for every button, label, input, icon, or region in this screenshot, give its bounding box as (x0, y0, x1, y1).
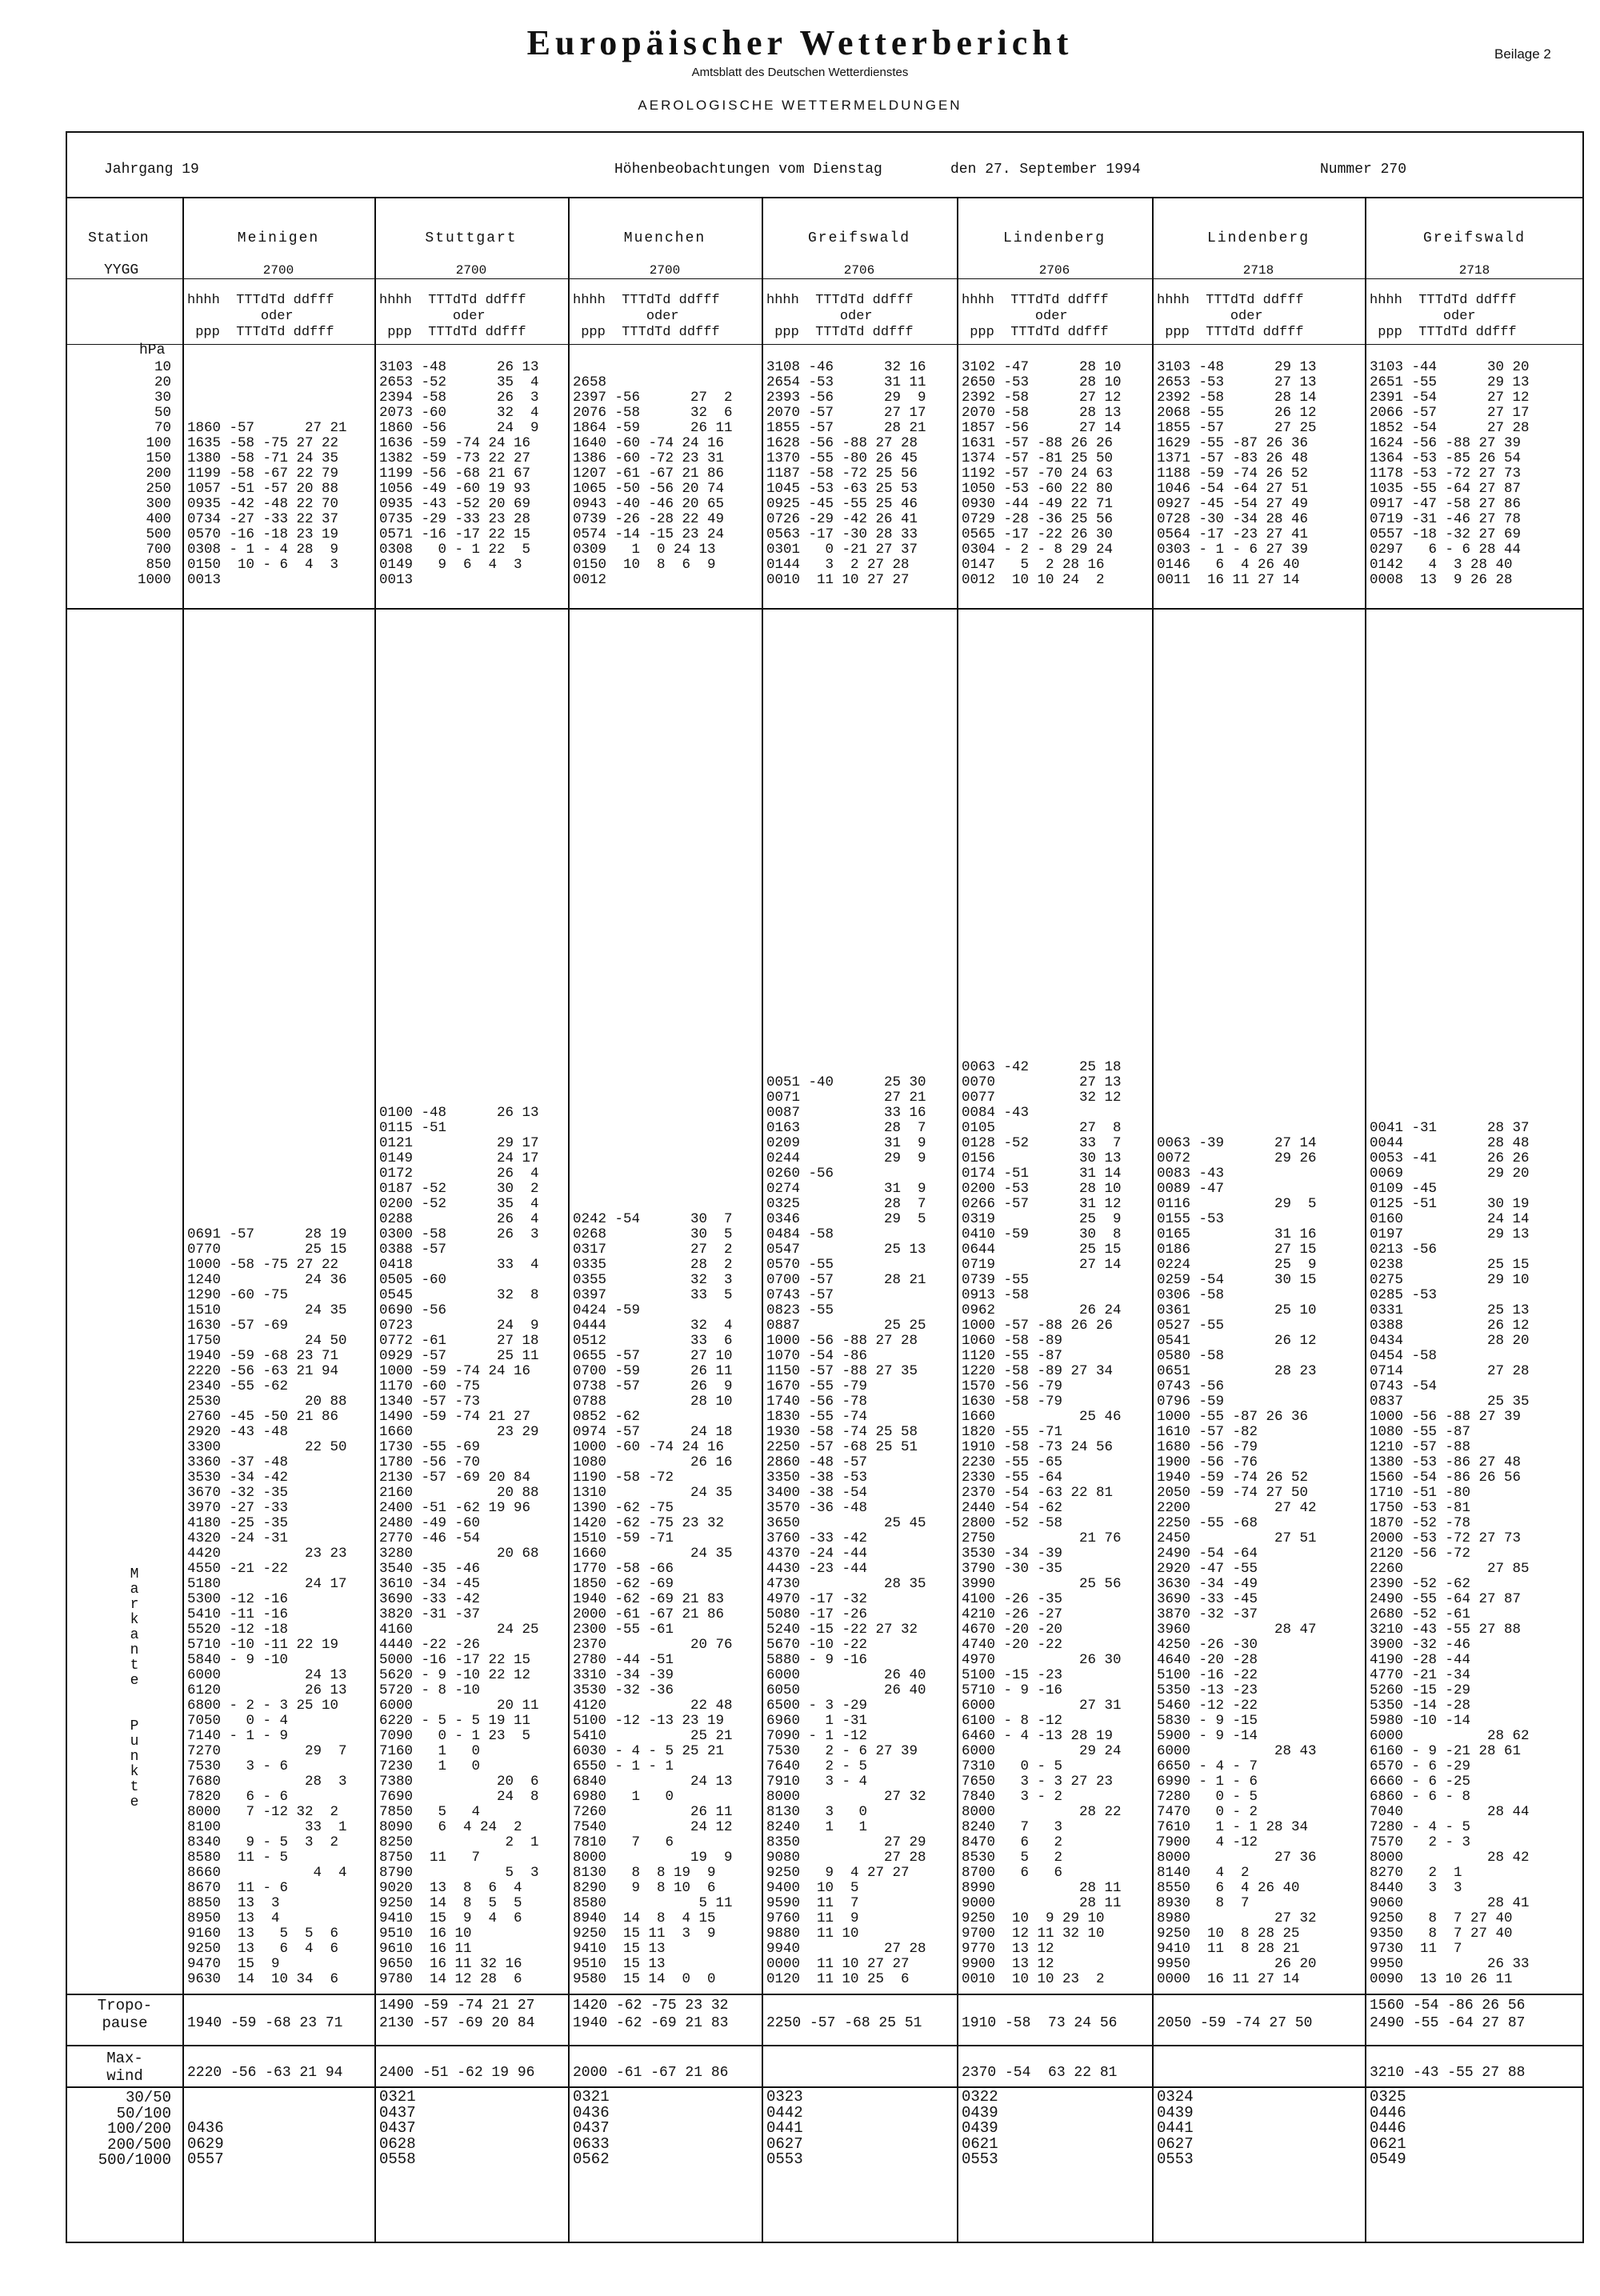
shear-values: 0321 0436 0437 0633 0562 (573, 2088, 610, 2168)
station-yygg: 2700 (649, 263, 681, 278)
punkte-letter: t (130, 1779, 139, 1795)
maxwind-values: 2400 -51 -62 19 96 (379, 2065, 535, 2081)
markante-letter: t (130, 1658, 139, 1674)
markante-letter: k (130, 1612, 139, 1628)
station-yygg: 2718 (1458, 263, 1490, 278)
report-title: Europäischer Wetterbericht (526, 23, 1074, 62)
markante-letter: a (130, 1627, 139, 1643)
column-divider (374, 197, 376, 2243)
markante-letter: r (130, 1597, 139, 1613)
column-heading: hhhh TTTdTd ddfff oder ppp TTTdTd ddfff (1157, 293, 1304, 340)
maxwind-values: 2000 -61 -67 21 86 (573, 2065, 729, 2081)
significant-points: 0051 -40 25 30 0071 27 21 0087 33 16 0163 28 7 0209 31 9 0244 29 9 0260 -56 0274 31 9 0325 28 7 0346 29 5 0484 -58 0547 25 13 0570 -55 0700 -57 28 21 0743 -57 0823 -55 0887 25 25 1000 -56 -88 27 28 1070 -54 -86 1150 -57 -88 27 35 1670 -55 -79 1740 -56 -78 1830 -55 -74 1930 -58 -74 25 58 2250 -57 -68 25 51 2860 -48 -57 3350 -38 -53 3400 -38 -54 3570 -36 -48 3650 25 45 3760 -33 -42 4370 -24 -44 4430 -23 -44 4730 28 35 4970 -17 -32 5080 -17 -26 5240 -15 -22 27 32 5670 -10 -22 5880 - 9 -16 6000 26 40 6050 26 40 6500 - 3 -29 6960 1 -31 7090 - 1 -12 7530 2 - 6 27 39 7640 2 - 5 7910 3 - 4 8000 27 32 8130 3 0 8240 1 1 8350 27 29 9080 27 28 9250 9 4 27 27 9400 10 5 9590 11 7 9760 11 9 9880 11 10 9940 27 28 0000 11 10 27 27 0120 11 10 25 6 (766, 1074, 926, 1987)
station-name: Muenchen (623, 230, 706, 246)
station-name: Lindenberg (1002, 230, 1106, 246)
tropopause-rule (67, 1994, 1584, 1995)
shear-values: 0322 0439 0439 0621 0553 (962, 2088, 998, 2168)
column-heading: hhhh TTTdTd ddfff oder ppp TTTdTd ddfff (187, 293, 334, 340)
hpa-label: hPa (139, 342, 166, 358)
standard-levels: 3103 -48 29 13 2653 -53 27 13 2392 -58 28 14 2068 -55 26 12 1855 -57 27 25 1629 -55 -87 26 36 1371 -57 -83 26 48 1188 -59 -74 26 52 1046 -54 -64 27 51 0927 -45 -54 27 49 0728 -30 -34 28 46 0564 -17 -23 27 41 0303 - 1 - 6 27 39 0146 6 4 26 40 0011 16 11 27 14 (1157, 359, 1317, 588)
shear-rule (67, 2086, 1584, 2088)
maxwind-values: 2370 -54 63 22 81 (962, 2065, 1118, 2081)
station-name: Greifswald (1422, 230, 1526, 246)
station-name: Stuttgart (425, 230, 518, 246)
significant-points: 0063 -39 27 14 0072 29 26 0083 -43 0089 -47 0116 29 5 0155 -53 0165 31 16 0186 27 15 0224 25 9 0259 -54 30 15 0306 -58 0361 25 10 0527 -55 0541 26 12 0580 -58 0651 28 23 0743 -56 0796 -59 1000 -55 -87 26 36 1610 -57 -82 1680 -56 -79 1900 -56 -76 1940 -59 -74 26 52 2050 -59 -74 27 50 2200 27 42 2250 -55 -68 2450 27 51 2490 -54 -64 2920 -47 -55 3630 -34 -49 3690 -33 -45 3870 -32 -37 3960 28 47 4250 -26 -30 4640 -20 -28 5100 -16 -22 5350 -13 -23 5460 -12 -22 5830 - 9 -15 5900 - 9 -14 6000 28 43 6650 - 4 - 7 6990 - 1 - 6 7280 0 - 5 7470 0 - 2 7610 1 - 1 28 34 7900 4 -12 8000 27 36 8140 4 2 8550 6 4 26 40 8930 8 7 8980 27 32 9250 10 8 28 25 9410 11 8 28 21 9950 26 20 0000 16 11 27 14 (1157, 1135, 1317, 1987)
shear-labels: 30/50 50/100 100/200 200/500 500/1000 (98, 2089, 171, 2169)
tropopause-values: 1940 -59 -68 23 71 (187, 2015, 343, 2031)
significant-points: 0041 -31 28 37 0044 28 48 0053 -41 26 26 0069 29 20 0109 -45 0125 -51 30 19 0160 24 14 0197 29 13 0213 -56 0238 25 15 0275 29 10 0285 -53 0331 25 13 0388 26 12 0434 28 20 0454 -58 0714 27 28 0743 -54 0837 25 35 1000 -56 -88 27 39 1080 -55 -87 1210 -57 -88 1380 -53 -86 27 48 1560 -54 -86 26 56 1710 -51 -80 1750 -53 -81 1870 -52 -78 2000 -53 -72 27 73 2120 -56 -72 2260 27 85 2390 -52 -62 2490 -55 -64 27 87 2680 -52 -61 3210 -43 -55 27 88 3900 -32 -46 4190 -28 -44 4770 -21 -34 5260 -15 -29 5350 -14 -28 5980 -10 -14 6000 28 62 6160 - 9 -21 28 61 6570 - 6 -29 6660 - 6 -25 6860 - 6 - 8 7040 28 44 7280 - 4 - 5 7570 2 - 3 8000 28 42 8270 2 1 8440 3 3 9060 28 41 9250 8 7 27 40 9350 8 7 27 40 9730 11 7 9950 26 33 0090 13 10 26 11 (1370, 1120, 1530, 1987)
column-divider (182, 197, 184, 2243)
punkte-letter: k (130, 1764, 139, 1780)
standard-levels: 3102 -47 28 10 2650 -53 28 10 2392 -58 27 12 2070 -58 28 13 1857 -56 27 14 1631 -57 -88 26 26 1374 -57 -81 25 50 1192 -57 -70 24 63 1050 -53 -60 22 80 0930 -44 -49 22 71 0729 -28 -36 25 56 0565 -17 -22 26 30 0304 - 2 - 8 29 24 0147 5 2 28 16 0012 10 10 24 2 (962, 359, 1122, 588)
station-yygg: 2706 (1038, 263, 1070, 278)
station-name: Lindenberg (1206, 230, 1310, 246)
tropopause-values: 2250 -57 -68 25 51 (766, 2015, 922, 2031)
header-rule (67, 197, 1584, 198)
jahrgang-label: Jahrgang 19 (104, 162, 199, 178)
maxwind-values: 3210 -43 -55 27 88 (1370, 2065, 1526, 2081)
tropopause-label: Tropo- pause (97, 1997, 153, 2032)
yygg-label: YYGG (104, 262, 139, 278)
tropopause-values: 2050 -59 -74 27 50 (1157, 2015, 1313, 2031)
markante-letter: n (130, 1642, 139, 1658)
station-yygg: 2700 (262, 263, 294, 278)
tropopause-values: 1560 -54 -86 26 56 2490 -55 -64 27 87 (1370, 1998, 1526, 2031)
significant-points: 0100 -48 26 13 0115 -51 0121 29 17 0149 24 17 0172 26 4 0187 -52 30 2 0200 -52 35 4 0288 26 4 0300 -58 26 3 0388 -57 0418 33 4 0505 -60 0545 32 8 0690 -56 0723 24 9 0772 -61 27 18 0929 -57 25 11 1000 -59 -74 24 16 1170 -60 -75 1340 -57 -73 1490 -59 -74 21 27 1660 23 29 1730 -55 -69 1780 -56 -70 2130 -57 -69 20 84 2160 20 88 2400 -51 -62 19 96 2480 -49 -60 2770 -46 -54 3280 20 68 3540 -35 -46 3610 -34 -45 3690 -33 -42 3820 -31 -37 4160 24 25 4440 -22 -26 5000 -16 -17 22 15 5620 - 9 -10 22 12 5720 - 8 -10 6000 20 11 6220 - 5 - 5 19 11 7090 0 - 1 23 5 7160 1 0 7230 1 0 7380 20 6 7690 24 8 7850 5 4 8090 6 4 24 2 8250 2 1 8750 11 7 8790 5 3 9020 13 8 6 4 9250 14 8 5 5 9410 15 9 4 6 9510 16 10 9610 16 11 9650 16 11 32 16 9780 14 12 28 6 (379, 1105, 539, 1987)
shear-values: 0436 0629 0557 (187, 2119, 224, 2168)
column-heading: hhhh TTTdTd ddfff oder ppp TTTdTd ddfff (766, 293, 914, 340)
report-subtitle: Amtsblatt des Deutschen Wetterdienstes (691, 66, 909, 79)
maxwind-values: 2220 -56 -63 21 94 (187, 2065, 343, 2081)
station-yygg: 2718 (1242, 263, 1274, 278)
column-heading: hhhh TTTdTd ddfff oder ppp TTTdTd ddfff (573, 293, 720, 340)
column-heading: hhhh TTTdTd ddfff oder ppp TTTdTd ddfff (962, 293, 1109, 340)
standard-levels-rule (67, 608, 1584, 610)
standard-levels: 3103 -44 30 20 2651 -55 29 13 2391 -54 27 12 2066 -57 27 17 1852 -54 27 28 1624 -56 -88 27 39 1364 -53 -85 26 54 1178 -53 -72 27 73 1035 -55 -64 27 87 0917 -47 -58 27 86 0719 -31 -46 27 78 0557 -18 -32 27 69 0297 6 - 6 28 44 0142 4 3 28 40 0008 13 9 26 28 (1370, 359, 1530, 588)
tropopause-values: 1910 -58 73 24 56 (962, 2015, 1118, 2031)
markante-letter: M (130, 1566, 139, 1582)
punkte-letter: n (130, 1749, 139, 1765)
shear-values: 0325 0446 0446 0621 0549 (1370, 2088, 1406, 2168)
pressure-levels: 10 20 30 50 70 100 150 200 250 300 400 500 700 850 1000 (137, 359, 171, 588)
significant-points: 0691 -57 28 19 0770 25 15 1000 -58 -75 27 22 1240 24 36 1290 -60 -75 1510 24 35 1630 -57 -69 1750 24 50 1940 -59 -68 23 71 2220 -56 -63 21 94 2340 -55 -62 2530 20 88 2760 -45 -50 21 86 2920 -43 -48 3300 22 50 3360 -37 -48 3530 -34 -42 3670 -32 -35 3970 -27 -33 4180 -25 -35 4320 -24 -31 4420 23 23 4550 -21 -22 5180 24 17 5300 -12 -16 5410 -11 -16 5520 -12 -18 5710 -10 -11 22 19 5840 - 9 -10 6000 24 13 6120 26 13 6800 - 2 - 3 25 10 7050 0 - 4 7140 - 1 - 9 7270 29 7 7530 3 - 6 7680 28 3 7820 6 - 6 8000 7 -12 32 2 8100 33 1 8340 9 - 5 3 2 8580 11 - 5 8660 4 4 8670 11 - 6 8850 13 3 8950 13 4 9160 13 5 5 6 9250 13 6 4 6 9470 15 9 9630 14 10 34 6 (187, 1226, 347, 1987)
punkte-letter: P (130, 1718, 139, 1734)
station-rule (67, 278, 1584, 279)
station-name: Meinigen (237, 230, 320, 246)
column-divider (1152, 197, 1154, 2243)
column-divider (957, 197, 958, 2243)
column-heading: hhhh TTTdTd ddfff oder ppp TTTdTd ddfff (379, 293, 526, 340)
shear-values: 0323 0442 0441 0627 0553 (766, 2088, 803, 2168)
shear-values: 0321 0437 0437 0628 0558 (379, 2088, 416, 2168)
station-label: Station (88, 230, 149, 246)
tropopause-values: 1420 -62 -75 23 32 1940 -62 -69 21 83 (573, 1998, 729, 2031)
date-label: den 27. September 1994 (950, 162, 1141, 178)
observation-label: Höhenbeobachtungen vom Dienstag (614, 162, 882, 178)
significant-points: 0242 -54 30 7 0268 30 5 0317 27 2 0335 28 2 0355 32 3 0397 33 5 0424 -59 0444 32 4 0512 33 6 0655 -57 27 10 0700 -59 26 11 0738 -57 26 9 0788 28 10 0852 -62 0974 -57 24 18 1000 -60 -74 24 16 1080 26 16 1190 -58 -72 1310 24 35 1390 -62 -75 1420 -62 -75 23 32 1510 -59 -71 1660 24 35 1770 -58 -66 1850 -62 -69 1940 -62 -69 21 83 2000 -61 -67 21 86 2300 -55 -61 2370 20 76 2780 -44 -51 3310 -34 -39 3530 -32 -36 4120 22 48 5100 -12 -13 23 19 5410 25 21 6030 - 4 - 5 25 21 6550 - 1 - 1 6840 24 13 6980 1 0 7260 26 11 7540 24 12 7810 7 6 8000 19 9 8130 8 8 19 9 8290 9 8 10 6 8580 5 11 8940 14 8 4 15 9250 15 11 3 9 9410 15 13 9510 15 13 9580 15 14 0 0 (573, 1211, 733, 1987)
station-name: Greifswald (807, 230, 911, 246)
issue-number: Nummer 270 (1320, 162, 1407, 178)
tropopause-values: 1490 -59 -74 21 27 2130 -57 -69 20 84 (379, 1998, 535, 2031)
column-divider (568, 197, 570, 2243)
markante-letter: a (130, 1582, 139, 1598)
column-head-rule (67, 344, 1584, 345)
standard-levels: 1860 -57 27 21 1635 -58 -75 27 22 1380 -58 -71 24 35 1199 -58 -67 22 79 1057 -51 -57 20 88 0935 -42 -48 22 70 0734 -27 -33 22 37 0570 -16 -18 23 19 0308 - 1 - 4 28 9 0150 10 - 6 4 3 0013 (187, 420, 347, 588)
column-heading: hhhh TTTdTd ddfff oder ppp TTTdTd ddfff (1370, 293, 1517, 340)
maxwind-label: Max- wind (106, 2050, 143, 2085)
station-yygg: 2700 (455, 263, 487, 278)
shear-values: 0324 0439 0441 0627 0553 (1157, 2088, 1194, 2168)
standard-levels: 2658 2397 -56 27 2 2076 -58 32 6 1864 -59 26 11 1640 -60 -74 24 16 1386 -60 -72 23 31 1207 -61 -67 21 86 1065 -50 -56 20 74 0943 -40 -46 20 65 0739 -26 -28 22 49 0574 -14 -15 23 24 0309 1 0 24 13 0150 10 8 6 9 0012 (573, 374, 733, 588)
standard-levels: 3103 -48 26 13 2653 -52 35 4 2394 -58 26 3 2073 -60 32 4 1860 -56 24 9 1636 -59 -74 24 16 1382 -59 -73 22 27 1199 -56 -68 21 67 1056 -49 -60 19 93 0935 -43 -52 20 69 0735 -29 -33 23 28 0571 -16 -17 22 15 0308 0 - 1 22 5 0149 9 6 4 3 0013 (379, 359, 539, 588)
column-divider (762, 197, 763, 2243)
station-yygg: 2706 (843, 263, 875, 278)
beilage-label: Beilage 2 (1494, 46, 1551, 62)
punkte-letter: e (130, 1794, 139, 1810)
column-divider (1365, 197, 1366, 2243)
punkte-letter: u (130, 1734, 139, 1750)
standard-levels: 3108 -46 32 16 2654 -53 31 11 2393 -56 29 9 2070 -57 27 17 1855 -57 28 21 1628 -56 -88 27 28 1370 -55 -80 26 45 1187 -58 -72 25 56 1045 -53 -63 25 53 0925 -45 -55 25 46 0726 -29 -42 26 41 0563 -17 -30 28 33 0301 0 -21 27 37 0144 3 2 27 28 0010 11 10 27 27 (766, 359, 926, 588)
markante-letter: e (130, 1673, 139, 1689)
section-title: AEROLOGISCHE WETTERMELDUNGEN (638, 98, 962, 113)
significant-points: 0063 -42 25 18 0070 27 13 0077 32 12 0084 -43 0105 27 8 0128 -52 33 7 0156 30 13 0174 -51 31 14 0200 -53 28 10 0266 -57 31 12 0319 25 9 0410 -59 30 8 0644 25 15 0719 27 14 0739 -55 0913 -58 0962 26 24 1000 -57 -88 26 26 1060 -58 -89 1120 -55 -87 1220 -58 -89 27 34 1570 -56 -79 1630 -58 -79 1660 25 46 1820 -55 -71 1910 -58 -73 24 56 2230 -55 -65 2330 -55 -64 2370 -54 -63 22 81 2440 -54 -62 2800 -52 -58 2750 21 76 3530 -34 -39 3790 -30 -35 3990 25 56 4100 -26 -35 4210 -26 -27 4670 -20 -20 4740 -20 -22 4970 26 30 5100 -15 -23 5710 - 9 -16 6000 27 31 6100 - 8 -12 6460 - 4 -13 28 19 6000 29 24 7310 0 - 5 7650 3 - 3 27 23 7840 3 - 2 8000 28 22 8240 7 3 8470 6 2 8530 5 2 8700 6 6 8990 28 11 9000 28 11 9250 10 9 29 10 9700 12 11 32 10 9770 13 12 9900 13 12 0010 10 10 23 2 (962, 1059, 1122, 1987)
